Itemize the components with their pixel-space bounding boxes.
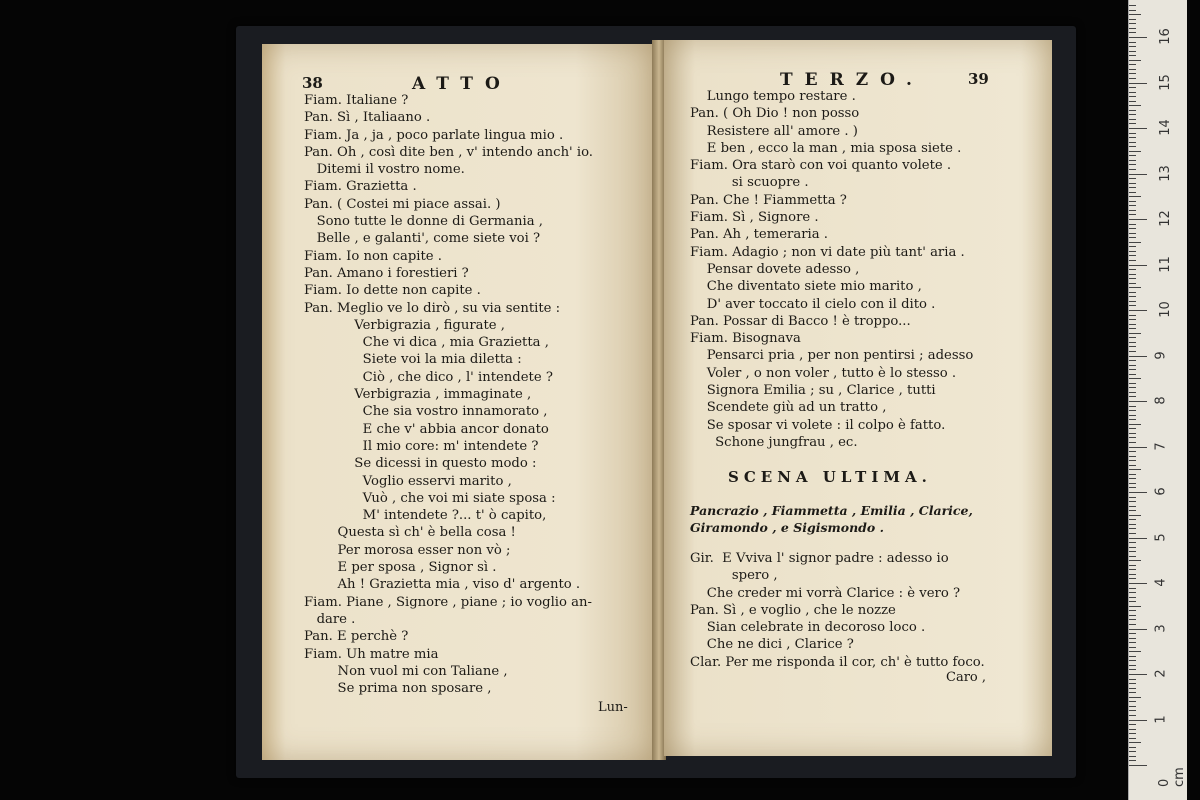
text-line: Pan. Meglio ve lo dirò , su via sentite : bbox=[304, 300, 561, 316]
scene-title: SCENA ULTIMA. bbox=[728, 468, 932, 486]
ruler-tick bbox=[1129, 492, 1147, 493]
ruler-tick bbox=[1129, 69, 1136, 70]
text-line: Gir. E Vviva l' signor padre : adesso io bbox=[690, 551, 949, 566]
ruler-tick bbox=[1129, 556, 1136, 557]
text-line: Pan. Sì , Italiaano . bbox=[304, 110, 431, 126]
ruler-tick bbox=[1129, 274, 1136, 275]
text-line: Pan. Sì , e voglio , che le nozze bbox=[690, 602, 896, 618]
scene-persons: Pancrazio , Fiammetta , Emilia , Clarice, Giramondo , e Sigismondo . bbox=[690, 503, 973, 535]
ruler-tick bbox=[1129, 187, 1136, 188]
text-line: E ben , ecco la man , mia sposa siete . bbox=[690, 140, 962, 156]
ruler-tick bbox=[1129, 151, 1141, 152]
text-line: Che ne dici , Clarice ? bbox=[690, 637, 854, 653]
ruler-tick bbox=[1129, 437, 1136, 438]
text-line: Voler , o non voler , tutto è lo stesso . bbox=[690, 365, 957, 381]
ruler-tick bbox=[1129, 10, 1136, 11]
ruler-tick bbox=[1129, 228, 1136, 229]
ruler-number: 4 bbox=[1153, 578, 1169, 587]
text-line: Questa sì ch' è bella cosa ! bbox=[304, 525, 516, 541]
ruler-tick bbox=[1129, 606, 1141, 607]
page-number-right: 39 bbox=[968, 70, 989, 88]
ruler-tick bbox=[1129, 128, 1147, 129]
ruler-tick bbox=[1129, 656, 1136, 657]
ruler-tick bbox=[1129, 519, 1136, 520]
ruler-tick bbox=[1129, 146, 1136, 147]
text-line: Lungo tempo restare . bbox=[690, 89, 856, 104]
ruler-tick bbox=[1129, 351, 1136, 352]
text-line: Pensar dovete adesso , bbox=[690, 261, 860, 277]
ruler-number: 16 bbox=[1157, 28, 1173, 45]
ruler-number: 2 bbox=[1153, 669, 1169, 678]
ruler-tick bbox=[1129, 565, 1136, 566]
ruler-tick bbox=[1129, 538, 1147, 539]
ruler-tick bbox=[1129, 133, 1136, 134]
measuring-ruler bbox=[1128, 0, 1187, 800]
text-line: M' intendete ?... t' ò capito, bbox=[304, 508, 547, 524]
ruler-number: 5 bbox=[1153, 532, 1169, 542]
text-line: Che vi dica , mia Grazietta , bbox=[304, 335, 549, 351]
text-line: Fiam. Piane , Signore , piane ; io voglio an- bbox=[304, 594, 592, 610]
ruler-tick bbox=[1129, 765, 1147, 766]
text-line: Signora Emilia ; su , Clarice , tutti bbox=[690, 383, 936, 399]
text-line: Il mio core: m' intendete ? bbox=[304, 438, 539, 454]
ruler-tick bbox=[1129, 715, 1136, 716]
right-text-block bbox=[690, 88, 973, 451]
text-line: Pan. Possar di Bacco ! è troppo... bbox=[690, 313, 911, 329]
text-line: Pan. E perchè ? bbox=[304, 629, 409, 645]
ruler-number: 1 bbox=[1153, 714, 1169, 724]
ruler-tick bbox=[1129, 688, 1136, 689]
ruler-tick bbox=[1129, 356, 1147, 357]
text-line: Pan. Ah , temeraria . bbox=[690, 227, 828, 243]
ruler-tick bbox=[1129, 692, 1136, 693]
ruler-tick bbox=[1129, 205, 1136, 206]
text-line: Voglio esservi marito , bbox=[304, 473, 512, 489]
ruler-tick bbox=[1129, 647, 1136, 648]
ruler-tick bbox=[1129, 615, 1136, 616]
ruler-tick bbox=[1129, 342, 1136, 343]
ruler-tick bbox=[1129, 246, 1136, 247]
text-line: Vuò , che voi mi siate sposa : bbox=[304, 490, 556, 506]
ruler-tick bbox=[1129, 114, 1136, 115]
ruler-tick bbox=[1129, 542, 1136, 543]
ruler-tick bbox=[1129, 101, 1136, 102]
ruler-tick bbox=[1129, 551, 1136, 552]
ruler-tick bbox=[1129, 474, 1136, 475]
text-line: Fiam. Grazietta . bbox=[304, 179, 417, 195]
ruler-tick bbox=[1129, 619, 1136, 620]
ruler-tick bbox=[1129, 674, 1147, 675]
ruler-tick bbox=[1129, 169, 1136, 170]
ruler-tick bbox=[1129, 260, 1136, 261]
ruler-tick bbox=[1129, 78, 1136, 79]
text-line: Pan. ( Costei mi piace assai. ) bbox=[304, 196, 501, 212]
ruler-tick bbox=[1129, 46, 1136, 47]
ruler-tick bbox=[1129, 28, 1136, 29]
ruler-tick bbox=[1129, 337, 1136, 338]
ruler-tick bbox=[1129, 319, 1136, 320]
ruler-tick bbox=[1129, 64, 1136, 65]
ruler-number: 14 bbox=[1157, 119, 1173, 136]
ruler-tick bbox=[1129, 710, 1136, 711]
ruler-tick bbox=[1129, 706, 1136, 707]
ruler-tick bbox=[1129, 224, 1136, 225]
ruler-tick bbox=[1129, 315, 1136, 316]
text-line: Fiam. Italiane ? bbox=[304, 93, 409, 108]
ruler-tick bbox=[1129, 92, 1136, 93]
ruler-tick bbox=[1129, 533, 1136, 534]
text-line: Fiam. Io non capite . bbox=[304, 248, 442, 264]
ruler-tick bbox=[1129, 410, 1136, 411]
ruler-tick bbox=[1129, 601, 1136, 602]
ruler-tick bbox=[1129, 451, 1136, 452]
ruler-tick bbox=[1129, 96, 1136, 97]
ruler-tick bbox=[1129, 242, 1141, 243]
ruler-tick bbox=[1129, 506, 1136, 507]
ruler-tick bbox=[1129, 32, 1136, 33]
ruler-tick bbox=[1129, 396, 1136, 397]
ruler-tick bbox=[1129, 269, 1136, 270]
text-line: Clar. Per me risponda il cor, ch' è tutto foco. bbox=[690, 654, 985, 670]
text-line: Che diventato siete mio marito , bbox=[690, 279, 922, 295]
text-line: Che creder mi vorrà Clarice : è vero ? bbox=[690, 585, 961, 601]
ruler-tick bbox=[1129, 87, 1136, 88]
text-line: Fiam. Ora starò con voi quanto volete . bbox=[690, 158, 952, 174]
ruler-tick bbox=[1129, 278, 1136, 279]
ruler-tick bbox=[1129, 346, 1136, 347]
ruler-number: 3 bbox=[1153, 623, 1169, 633]
ruler-tick bbox=[1129, 219, 1147, 220]
ruler-tick bbox=[1129, 665, 1136, 666]
ruler-tick bbox=[1129, 214, 1136, 215]
ruler-tick bbox=[1129, 424, 1141, 425]
text-line: Fiam. Sì , Signore . bbox=[690, 210, 819, 226]
ruler-tick bbox=[1129, 697, 1141, 698]
ruler-tick bbox=[1129, 469, 1141, 470]
ruler-tick bbox=[1129, 456, 1136, 457]
ruler-tick bbox=[1129, 23, 1136, 24]
ruler-tick bbox=[1129, 55, 1136, 56]
ruler-tick bbox=[1129, 19, 1136, 20]
ruler-tick bbox=[1129, 265, 1147, 266]
ruler-tick bbox=[1129, 733, 1136, 734]
ruler-tick bbox=[1129, 310, 1147, 311]
ruler-tick bbox=[1129, 433, 1136, 434]
left-text-block bbox=[304, 92, 593, 697]
ruler-tick bbox=[1129, 164, 1136, 165]
ruler-tick bbox=[1129, 510, 1136, 511]
ruler-number: 15 bbox=[1157, 73, 1173, 91]
catchword-right: Caro , bbox=[946, 670, 987, 685]
ruler-tick bbox=[1129, 123, 1136, 124]
text-line: Per morosa esser non vò ; bbox=[304, 542, 511, 558]
ruler-tick bbox=[1129, 624, 1136, 625]
ruler-tick bbox=[1129, 42, 1136, 43]
ruler-number: 12 bbox=[1157, 210, 1173, 227]
ruler-tick bbox=[1129, 210, 1136, 211]
text-line: Schone jungfrau , ec. bbox=[690, 434, 858, 450]
ruler-tick bbox=[1129, 651, 1141, 652]
ruler-tick bbox=[1129, 683, 1136, 684]
ruler-tick bbox=[1129, 515, 1141, 516]
ruler-tick bbox=[1129, 183, 1136, 184]
ruler-tick bbox=[1129, 588, 1136, 589]
page-number-left: 38 bbox=[302, 74, 323, 92]
ruler-tick bbox=[1129, 574, 1136, 575]
ruler-tick bbox=[1129, 428, 1136, 429]
ruler-tick bbox=[1129, 251, 1136, 252]
ruler-tick bbox=[1129, 483, 1136, 484]
ruler-tick bbox=[1129, 415, 1136, 416]
text-line: Verbigrazia , immaginate , bbox=[304, 387, 532, 403]
ruler-tick bbox=[1129, 60, 1141, 61]
ruler-tick bbox=[1129, 283, 1136, 284]
ruler-tick bbox=[1129, 465, 1136, 466]
ruler-number: 7 bbox=[1153, 441, 1169, 451]
ruler-tick bbox=[1129, 5, 1136, 6]
ruler-tick bbox=[1129, 419, 1136, 420]
text-line: Ah ! Grazietta mia , viso d' argento . bbox=[304, 577, 581, 593]
text-line: Ciò , che dico , l' intendete ? bbox=[304, 369, 553, 385]
ruler-tick bbox=[1129, 328, 1136, 329]
ruler-tick bbox=[1129, 324, 1136, 325]
text-line: Fiam. Bisognava bbox=[690, 331, 801, 347]
ruler-tick bbox=[1129, 142, 1136, 143]
catchword-left: Lun- bbox=[598, 700, 628, 715]
text-line: Fiam. Ja , ja , poco parlate lingua mio . bbox=[304, 127, 564, 143]
text-line: Sian celebrate in decoroso loco . bbox=[690, 620, 926, 636]
ruler-tick bbox=[1129, 447, 1147, 448]
ruler-tick bbox=[1129, 724, 1136, 725]
ruler-tick bbox=[1129, 292, 1136, 293]
ruler-tick bbox=[1129, 583, 1147, 584]
ruler-tick bbox=[1129, 73, 1136, 74]
text-line: Verbigrazia , figurate , bbox=[304, 317, 505, 333]
ruler-tick bbox=[1129, 137, 1136, 138]
ruler-tick bbox=[1129, 192, 1136, 193]
ruler-tick bbox=[1129, 305, 1136, 306]
ruler-tick bbox=[1129, 155, 1136, 156]
text-line: Scendete giù ad un tratto , bbox=[690, 400, 887, 416]
ruler-tick bbox=[1129, 629, 1147, 630]
text-line: Pan. Amano i forestieri ? bbox=[304, 265, 469, 281]
text-line: Che sia vostro innamorato , bbox=[304, 404, 548, 420]
ruler-tick bbox=[1129, 369, 1136, 370]
ruler-tick bbox=[1129, 51, 1136, 52]
text-line: Siete voi la mia diletta : bbox=[304, 352, 522, 368]
ruler-tick bbox=[1129, 597, 1136, 598]
ruler-tick bbox=[1129, 592, 1136, 593]
left-page bbox=[262, 44, 654, 760]
ruler-tick bbox=[1129, 178, 1136, 179]
text-line: D' aver toccato il cielo con il dito . bbox=[690, 296, 936, 312]
ruler-tick bbox=[1129, 383, 1136, 384]
ruler-tick bbox=[1129, 720, 1147, 721]
ruler-tick bbox=[1129, 756, 1136, 757]
ruler-tick bbox=[1129, 729, 1136, 730]
ruler-tick bbox=[1129, 37, 1147, 38]
ruler-tick bbox=[1129, 638, 1136, 639]
text-line: Fiam. Uh matre mia bbox=[304, 646, 439, 662]
ruler-tick bbox=[1129, 14, 1141, 15]
ruler-unit-label: 0 cm bbox=[1157, 767, 1187, 787]
text-line: Pan. Che ! Fiammetta ? bbox=[690, 192, 847, 208]
ruler-tick bbox=[1129, 105, 1141, 106]
text-line: Belle , e galanti', come siete voi ? bbox=[304, 231, 541, 247]
ruler-tick bbox=[1129, 578, 1136, 579]
ruler-tick bbox=[1129, 392, 1136, 393]
text-line: Non vuol mi con Taliane , bbox=[304, 663, 508, 679]
ruler-tick bbox=[1129, 378, 1141, 379]
ruler-tick bbox=[1129, 174, 1147, 175]
text-line: Resistere all' amore . ) bbox=[690, 123, 858, 139]
text-line: Pan. ( Oh Dio ! non posso bbox=[690, 106, 860, 122]
running-head-right: TERZO. bbox=[780, 70, 924, 90]
ruler-number: 6 bbox=[1153, 487, 1169, 496]
ruler-tick bbox=[1129, 442, 1136, 443]
ruler-tick bbox=[1129, 633, 1136, 634]
ruler-tick bbox=[1129, 610, 1136, 611]
ruler-tick bbox=[1129, 501, 1136, 502]
ruler-tick bbox=[1129, 287, 1141, 288]
ruler-tick bbox=[1129, 387, 1136, 388]
ruler-tick bbox=[1129, 701, 1136, 702]
text-line: E per sposa , Signor sì . bbox=[304, 560, 497, 576]
text-line: Fiam. Adagio ; non vi date più tant' aria . bbox=[690, 244, 965, 260]
text-line: Ditemi il vostro nome. bbox=[304, 162, 465, 178]
ruler-tick bbox=[1129, 160, 1136, 161]
text-line: Se sposar vi volete : il colpo è fatto. bbox=[690, 417, 946, 433]
ruler-tick bbox=[1129, 406, 1136, 407]
running-head-left: ATTO bbox=[412, 74, 512, 94]
ruler-tick bbox=[1129, 751, 1136, 752]
text-line: Sono tutte le donne di Germania , bbox=[304, 214, 543, 230]
text-line: Pan. Oh , così dite ben , v' intendo anch' io. bbox=[304, 144, 593, 160]
ruler-tick bbox=[1129, 569, 1136, 570]
ruler-tick bbox=[1129, 301, 1136, 302]
ruler-number: 8 bbox=[1153, 396, 1169, 405]
ruler-tick bbox=[1129, 497, 1136, 498]
ruler-tick bbox=[1129, 478, 1136, 479]
ruler-tick bbox=[1129, 747, 1136, 748]
right-page bbox=[664, 40, 1052, 756]
ruler-tick bbox=[1129, 487, 1136, 488]
text-line: Se dicessi in questo modo : bbox=[304, 456, 537, 472]
text-line: dare . bbox=[304, 611, 356, 627]
ruler-tick bbox=[1129, 460, 1136, 461]
ruler-tick bbox=[1129, 642, 1136, 643]
ruler-tick bbox=[1129, 119, 1136, 120]
ruler-tick bbox=[1129, 296, 1136, 297]
ruler-tick bbox=[1129, 738, 1136, 739]
ruler-tick bbox=[1129, 110, 1136, 111]
ruler-number: 9 bbox=[1153, 350, 1169, 360]
ruler-tick bbox=[1129, 660, 1136, 661]
ruler-tick bbox=[1129, 365, 1136, 366]
ruler-tick bbox=[1129, 83, 1147, 84]
ruler-tick bbox=[1129, 333, 1141, 334]
ruler-tick bbox=[1129, 760, 1136, 761]
right-text-block-2 bbox=[690, 550, 985, 671]
ruler-tick bbox=[1129, 360, 1136, 361]
text-line: Fiam. Io dette non capite . bbox=[304, 283, 481, 299]
text-line: Se prima non sposare , bbox=[304, 681, 492, 697]
ruler-tick bbox=[1129, 255, 1136, 256]
ruler-tick bbox=[1129, 374, 1136, 375]
text-line: E che v' abbia ancor donato bbox=[304, 421, 549, 437]
ruler-tick bbox=[1129, 201, 1136, 202]
ruler-tick bbox=[1129, 524, 1136, 525]
ruler-tick bbox=[1129, 237, 1136, 238]
ruler-tick bbox=[1129, 560, 1141, 561]
text-line: Pensarci pria , per non pentirsi ; adesso bbox=[690, 348, 974, 364]
ruler-tick bbox=[1129, 401, 1147, 402]
ruler-number: 10 bbox=[1157, 301, 1173, 318]
text-line: spero , bbox=[690, 568, 778, 584]
ruler-tick bbox=[1129, 528, 1136, 529]
ruler-tick bbox=[1129, 669, 1136, 670]
ruler-number: 13 bbox=[1157, 164, 1173, 182]
ruler-tick bbox=[1129, 196, 1141, 197]
text-line: si scuopre . bbox=[690, 175, 809, 191]
ruler-tick bbox=[1129, 233, 1136, 234]
ruler-tick bbox=[1129, 742, 1141, 743]
ruler-tick bbox=[1129, 547, 1136, 548]
ruler-number: 11 bbox=[1157, 255, 1173, 273]
ruler-tick bbox=[1129, 679, 1136, 680]
